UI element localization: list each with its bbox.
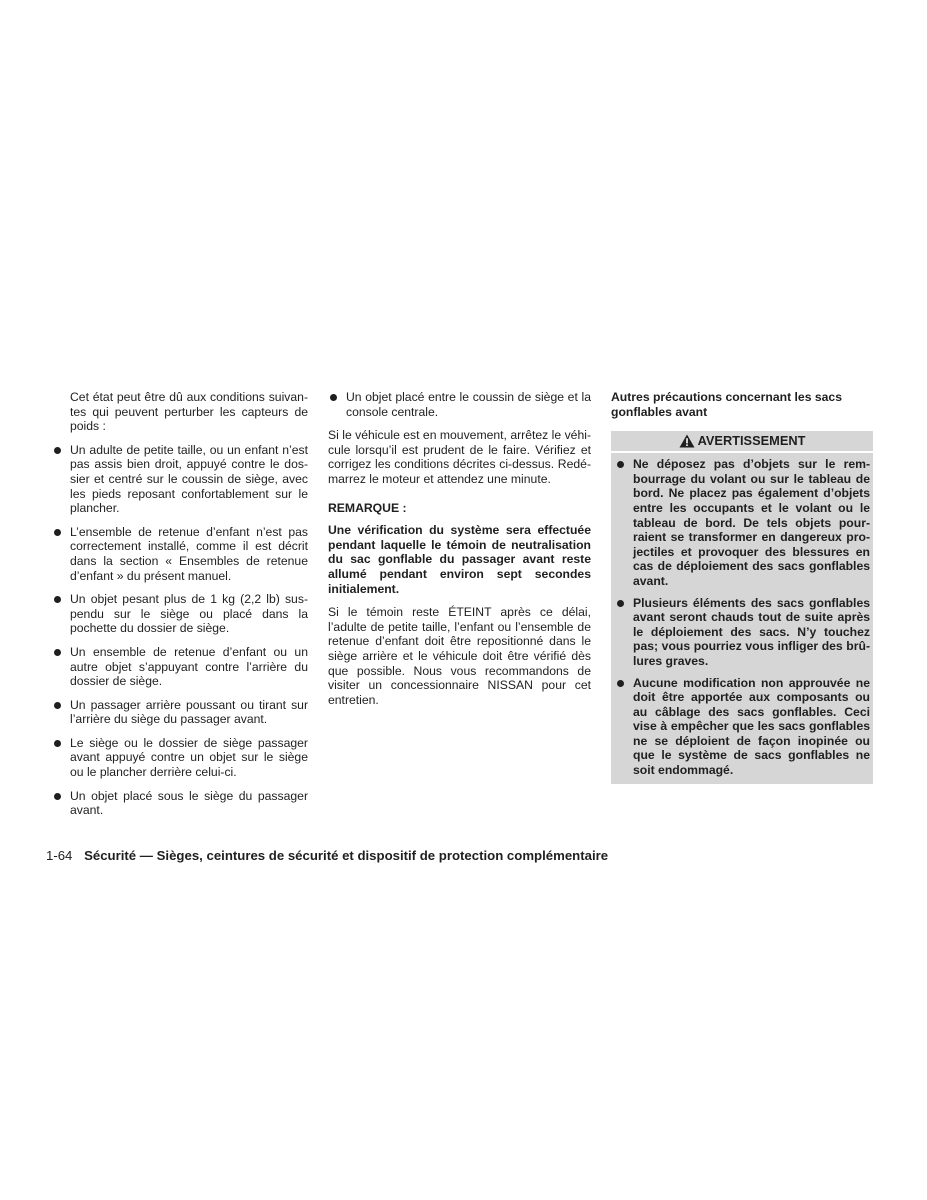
column-left [52, 390, 308, 827]
list-item-text: Un adulte de petite taille, ou un enfant n’est pas assis bien droit, appuyé contre le dossier et centré sur le coussin de siège, avec les pieds reposant confortablement sur le plancher. [70, 442, 308, 516]
list-item [328, 390, 591, 419]
list-item [615, 596, 870, 669]
list-item-text: Un objet pesant plus de 1 kg (2,2 lb) suspendu sur le siège ou placé dans la pochette du dossier de siège. [70, 592, 308, 636]
warning-title: AVERTISSEMENT [697, 432, 806, 448]
list-item-text: Le siège ou le dossier de siège passager avant appuyé contre un objet sur le siège ou le plancher derrière celui-ci. [70, 735, 308, 780]
list-item [615, 676, 870, 778]
page-footer [46, 848, 608, 863]
bullet-icon [617, 680, 624, 687]
warning-box [611, 431, 873, 783]
note-heading: REMARQUE : [328, 500, 407, 515]
list-item [52, 698, 308, 727]
bullet-icon [54, 447, 61, 454]
instruction-paragraph: Si le véhicule est en mouvement, arrêtez le véhicule lorsqu’il est prudent de le faire. Vérifiez et corrigez les conditions décrites ci-dessus. Redémarrez le moteur et attendez une minute. [328, 428, 591, 486]
list-item [52, 592, 308, 636]
warning-list [615, 457, 870, 777]
bullet-icon [54, 702, 61, 709]
bullet-icon [617, 600, 624, 607]
page-number: 1-64 [46, 848, 73, 863]
condition-list-continued [328, 390, 591, 419]
list-item [52, 736, 308, 780]
list-item [52, 525, 308, 583]
bullet-icon [54, 529, 61, 536]
intro-paragraph: Cet état peut être dû aux conditions suivantes qui peuvent perturber les capteurs de poids : [70, 390, 308, 434]
chapter-title: Sécurité — Sièges, ceintures de sécurité et dispositif de protection complémentaire [84, 848, 609, 863]
note-text: Une vérification du système sera effectuée pendant laquelle le témoin de neutralisation du sac gonflable du passager avant reste allumé pendant environ sept secondes initialement. [328, 523, 591, 596]
list-item [52, 789, 308, 818]
bullet-icon [330, 394, 337, 401]
list-item-text: Aucune modification non approuvée ne doit être apportée aux composants ou au câblage des sacs gonflables. Ceci vise à empêcher que les sacs gonflables ne se déploient de façon inopinée ou que le système de sacs gonflables ne soit endommagé. [633, 675, 870, 778]
bullet-icon [54, 596, 61, 603]
column-middle [328, 390, 591, 716]
list-item-text: Plusieurs éléments des sacs gonflables avant seront chauds tout de suite après le déploiement des sacs. N’y touchez pas; vous pourriez vous infliger des brûlures graves. [633, 595, 870, 668]
list-item-text: Un objet placé entre le coussin de siège et la console centrale. [346, 390, 591, 419]
bullet-icon [54, 793, 61, 800]
list-item [52, 443, 308, 516]
followup-paragraph: Si le témoin reste ÉTEINT après ce délai, l’adulte de petite taille, l’enfant ou l’ensemble de retenue d’enfant doit être repositionné dans le siège arrière et le véhicule doit être vérifié dès que possible. Nous vous recommandons de visiter un concessionnaire NISSAN pour cet entretien. [328, 605, 591, 707]
column-right [611, 390, 873, 784]
list-item-text: Un objet placé sous le siège du passager avant. [70, 788, 308, 818]
warning-triangle-icon [679, 434, 695, 448]
list-item-text: Un ensemble de retenue d’enfant ou un autre objet s’appuyant contre l’arrière du dossier de siège. [70, 644, 308, 689]
section-heading: Autres précautions concernant les sacs gonflables avant [611, 390, 842, 419]
bullet-icon [54, 740, 61, 747]
bullet-icon [617, 461, 624, 468]
list-item-text: L’ensemble de retenue d’enfant n’est pas correctement installé, comme il est décrit dans la section « Ensembles de retenue d’enfant » du présent manuel. [70, 524, 308, 583]
condition-list [52, 443, 308, 818]
list-item [615, 457, 870, 588]
list-item-text: Un passager arrière poussant ou tirant sur l’arrière du siège du passager avant. [70, 697, 308, 727]
list-item-text: Ne déposez pas d’objets sur le rembourrage du volant ou sur le tableau de bord. Ne placez pas également d’objets entre les occupants et le volant ou le tableau de bord. De tels objets pourraient se transformer en dangereux projectiles et provoquer des blessures en cas de déploiement des sacs gonflables avant. [633, 457, 870, 588]
list-item [52, 645, 308, 689]
bullet-icon [54, 649, 61, 656]
warning-title-bar [611, 431, 873, 453]
